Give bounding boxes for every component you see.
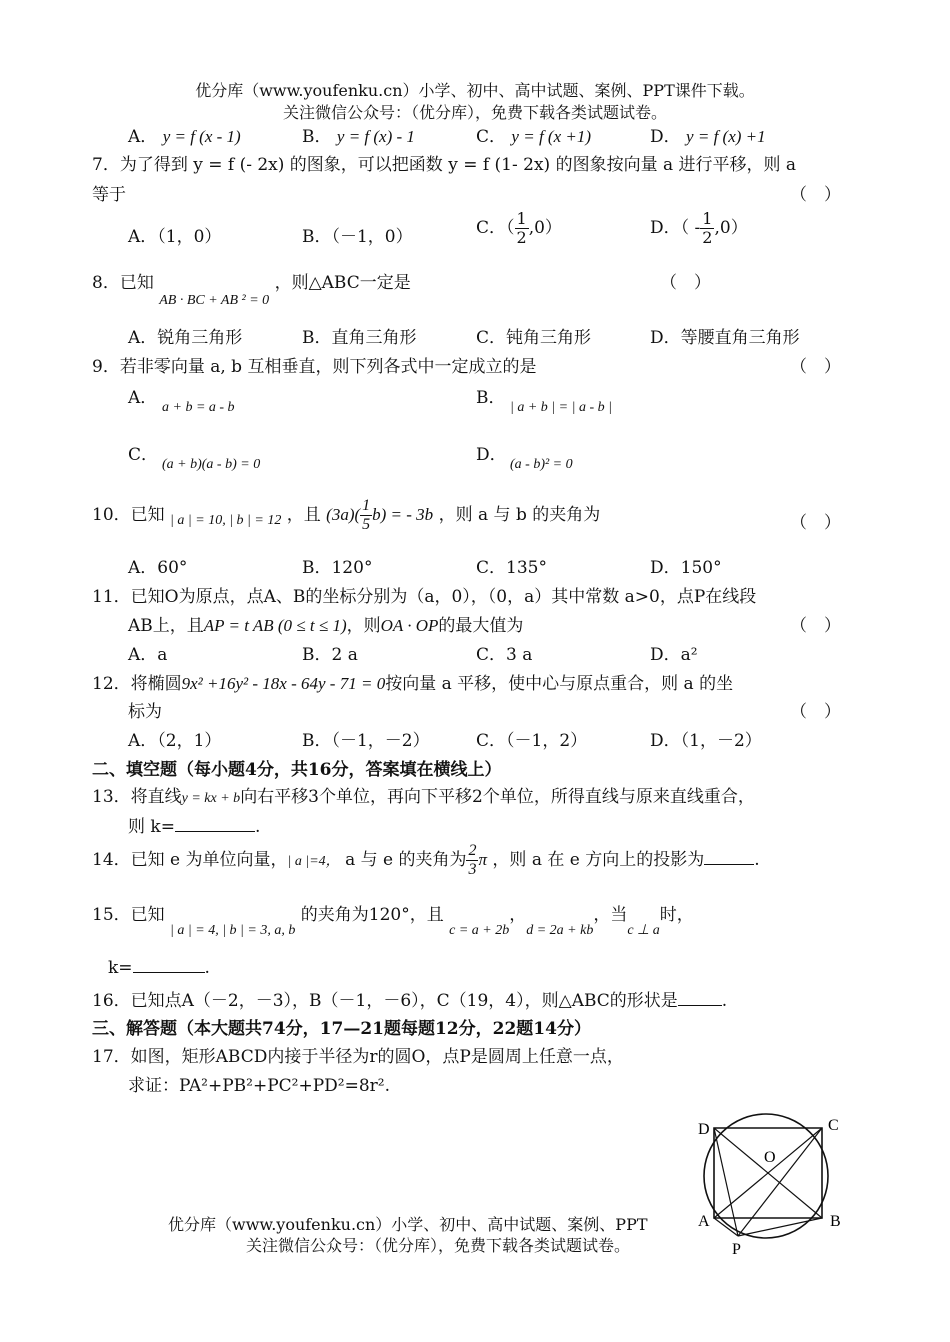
q6-option-a: A． y = f (x - 1) xyxy=(128,127,241,147)
header-line-1: 优分库（www.youfenku.cn）小学、初中、高中试题、案例、PPT课件下载。 xyxy=(195,81,755,100)
q11-stem: 11．已知O为原点，点A、B的坐标分别为（a，0），（0，a）其中常数 a>0，点P在线段 xyxy=(92,587,757,607)
q9-option-b: | a + b | = | a - b | xyxy=(510,400,612,415)
q15-stem-line2: k= . xyxy=(108,958,210,978)
q14-answer-blank[interactable] xyxy=(704,864,754,865)
q9-answer-paren: （ ） xyxy=(790,357,841,377)
q12-option-c: C．（－1，2） xyxy=(476,731,588,751)
q9-option-c-label: C． xyxy=(128,445,159,465)
q10-option-d: D．150° xyxy=(650,558,722,578)
q11-option-d: D．a² xyxy=(650,645,698,665)
footer-line-1: 优分库（www.youfenku.cn）小学、初中、高中试题、案例、PPT xyxy=(168,1215,648,1234)
q11-answer-paren: （ ） xyxy=(790,616,841,636)
label-b: B xyxy=(830,1213,841,1230)
q9-stem: 9．若非零向量 a, b 互相垂直，则下列各式中一定成立的是 xyxy=(92,357,537,377)
q17-stem-line2: 求证：PA²+PB²+PC²+PD²=8r². xyxy=(128,1076,390,1096)
segment-pd xyxy=(714,1128,738,1236)
q9-option-d: (a - b)² = 0 xyxy=(510,457,573,472)
q10-option-b: B．120° xyxy=(302,558,373,578)
q15-answer-blank[interactable] xyxy=(133,972,205,973)
q8-option-d: D．等腰直角三角形 xyxy=(650,328,800,348)
section-2-title: 二、填空题（每小题4分，共16分，答案填在横线上） xyxy=(92,760,502,780)
circle-o xyxy=(704,1114,828,1238)
q11-option-c: C．3 a xyxy=(476,645,533,665)
q12-option-b: B．（－1，－2） xyxy=(302,731,430,751)
q6-option-b: B． y = f (x) - 1 xyxy=(302,127,415,147)
label-d: D xyxy=(698,1121,710,1138)
q12-answer-paren: （ ） xyxy=(790,702,841,722)
q8-answer-paren: （ ） xyxy=(660,273,711,293)
q13-answer-blank[interactable] xyxy=(175,831,255,832)
q9-option-a-label: A． xyxy=(128,388,158,408)
q10-answer-paren: （ ） xyxy=(790,513,841,533)
q9-option-c: (a + b)(a - b) = 0 xyxy=(162,457,261,472)
q8-option-a: A．锐角三角形 xyxy=(128,328,243,348)
q13-stem: 13．将直线y = kx + b向右平移3个单位，再向下平移2个单位，所得直线与原来直线重合， xyxy=(92,787,755,807)
q7-option-d: D．（ - $\frac{1}{2}$ ,0） xyxy=(650,209,748,247)
header-line-2: 关注微信公众号：（优分库），免费下载各类试题试卷。 xyxy=(282,103,667,122)
q8-option-c: C．钝角三角形 xyxy=(476,328,592,348)
q13-stem-line2: 则 k= . xyxy=(128,817,261,837)
q7-stem-line2: 等于 xyxy=(92,185,126,205)
q16-stem: 16．已知点A（－2，－3），B（－1，－6），C（19，4），则△ABC的形状是 . xyxy=(92,991,728,1011)
q6-option-d: D． y = f (x) +1 xyxy=(650,127,766,147)
section-3-title: 三、解答题（本大题共74分，17—21题每题12分，22题14分） xyxy=(92,1019,591,1039)
q7-option-c: C．（ $\frac{1}{2}$ ,0） xyxy=(476,209,562,247)
label-c: C xyxy=(828,1117,839,1134)
q16-answer-blank[interactable] xyxy=(678,1005,722,1006)
q10-stem: 10．已知 $_{| a | = 10, | b | = 12}$ ，且 (3a)( $\frac{1}{5}$ b) = - 3b ，则 a 与 b 的夹角为 xyxy=(92,497,601,533)
q7-answer-paren: （ ） xyxy=(790,185,841,205)
q7-option-b: B．（－1，0） xyxy=(302,227,413,247)
q12-stem-line2: 标为 xyxy=(128,702,162,722)
footer-line-2: 关注微信公众号：（优分库），免费下载各类试题试卷。 xyxy=(246,1236,631,1255)
label-a: A xyxy=(698,1213,710,1230)
q8-stem: 8．已知 $_{AB \cdot BC + AB ^2 = 0}$ ，则△ABC一定是 xyxy=(92,273,411,308)
q10-option-c: C．135° xyxy=(476,558,547,578)
q10-option-a: A．60° xyxy=(128,558,188,578)
q11-option-b: B．2 a xyxy=(302,645,358,665)
q6-option-c: C． y = f (x +1) xyxy=(476,127,592,147)
q7-stem: 7．为了得到 y = f (- 2x) 的图象，可以把函数 y = f (1- 2x) 的图象按向量 a 进行平移，则 a xyxy=(92,155,797,175)
q8-formula: AB · BC + AB ² = 0 xyxy=(159,293,270,308)
q12-option-d: D．（1，－2） xyxy=(650,731,762,751)
label-o: O xyxy=(764,1149,776,1166)
q12-option-a: A．（2，1） xyxy=(128,731,222,751)
q17-stem: 17．如图，矩形ABCD内接于半径为r的圆O，点P是圆周上任意一点， xyxy=(92,1047,624,1067)
q14-stem: 14．已知 e 为单位向量，| a |=4， a 与 e 的夹角为 $\frac{2}{3}$ π ，则 a 在 e 方向上的投影为 . xyxy=(92,842,760,878)
q9-option-a: a + b = a - b xyxy=(162,400,235,415)
q8-option-b: B．直角三角形 xyxy=(302,328,417,348)
q11-stem-line2: AB上，且AP = t AB (0 ≤ t ≤ 1)，则OA · OP的最大值为 xyxy=(128,616,524,636)
q15-stem: 15．已知 $_{| a | = 4, | b | = 3, a, b}$ 的夹角为120°，且 $_{c = a + 2b}$，$_{d = 2a + kb}$，当$_{c \perp a}$时， xyxy=(92,905,694,938)
q9-option-d-label: D． xyxy=(476,445,507,465)
q12-stem: 12．将椭圆9x² +16y² - 18x - 64y - 71 = 0按向量 a 平移，使中心与原点重合，则 a 的坐 xyxy=(92,674,734,694)
label-p: P xyxy=(732,1241,741,1258)
q17-figure xyxy=(690,1108,850,1258)
q7-option-a: A．（1，0） xyxy=(128,227,222,247)
q11-option-a: A．a xyxy=(128,645,168,665)
q9-option-b-label: B． xyxy=(476,388,506,408)
